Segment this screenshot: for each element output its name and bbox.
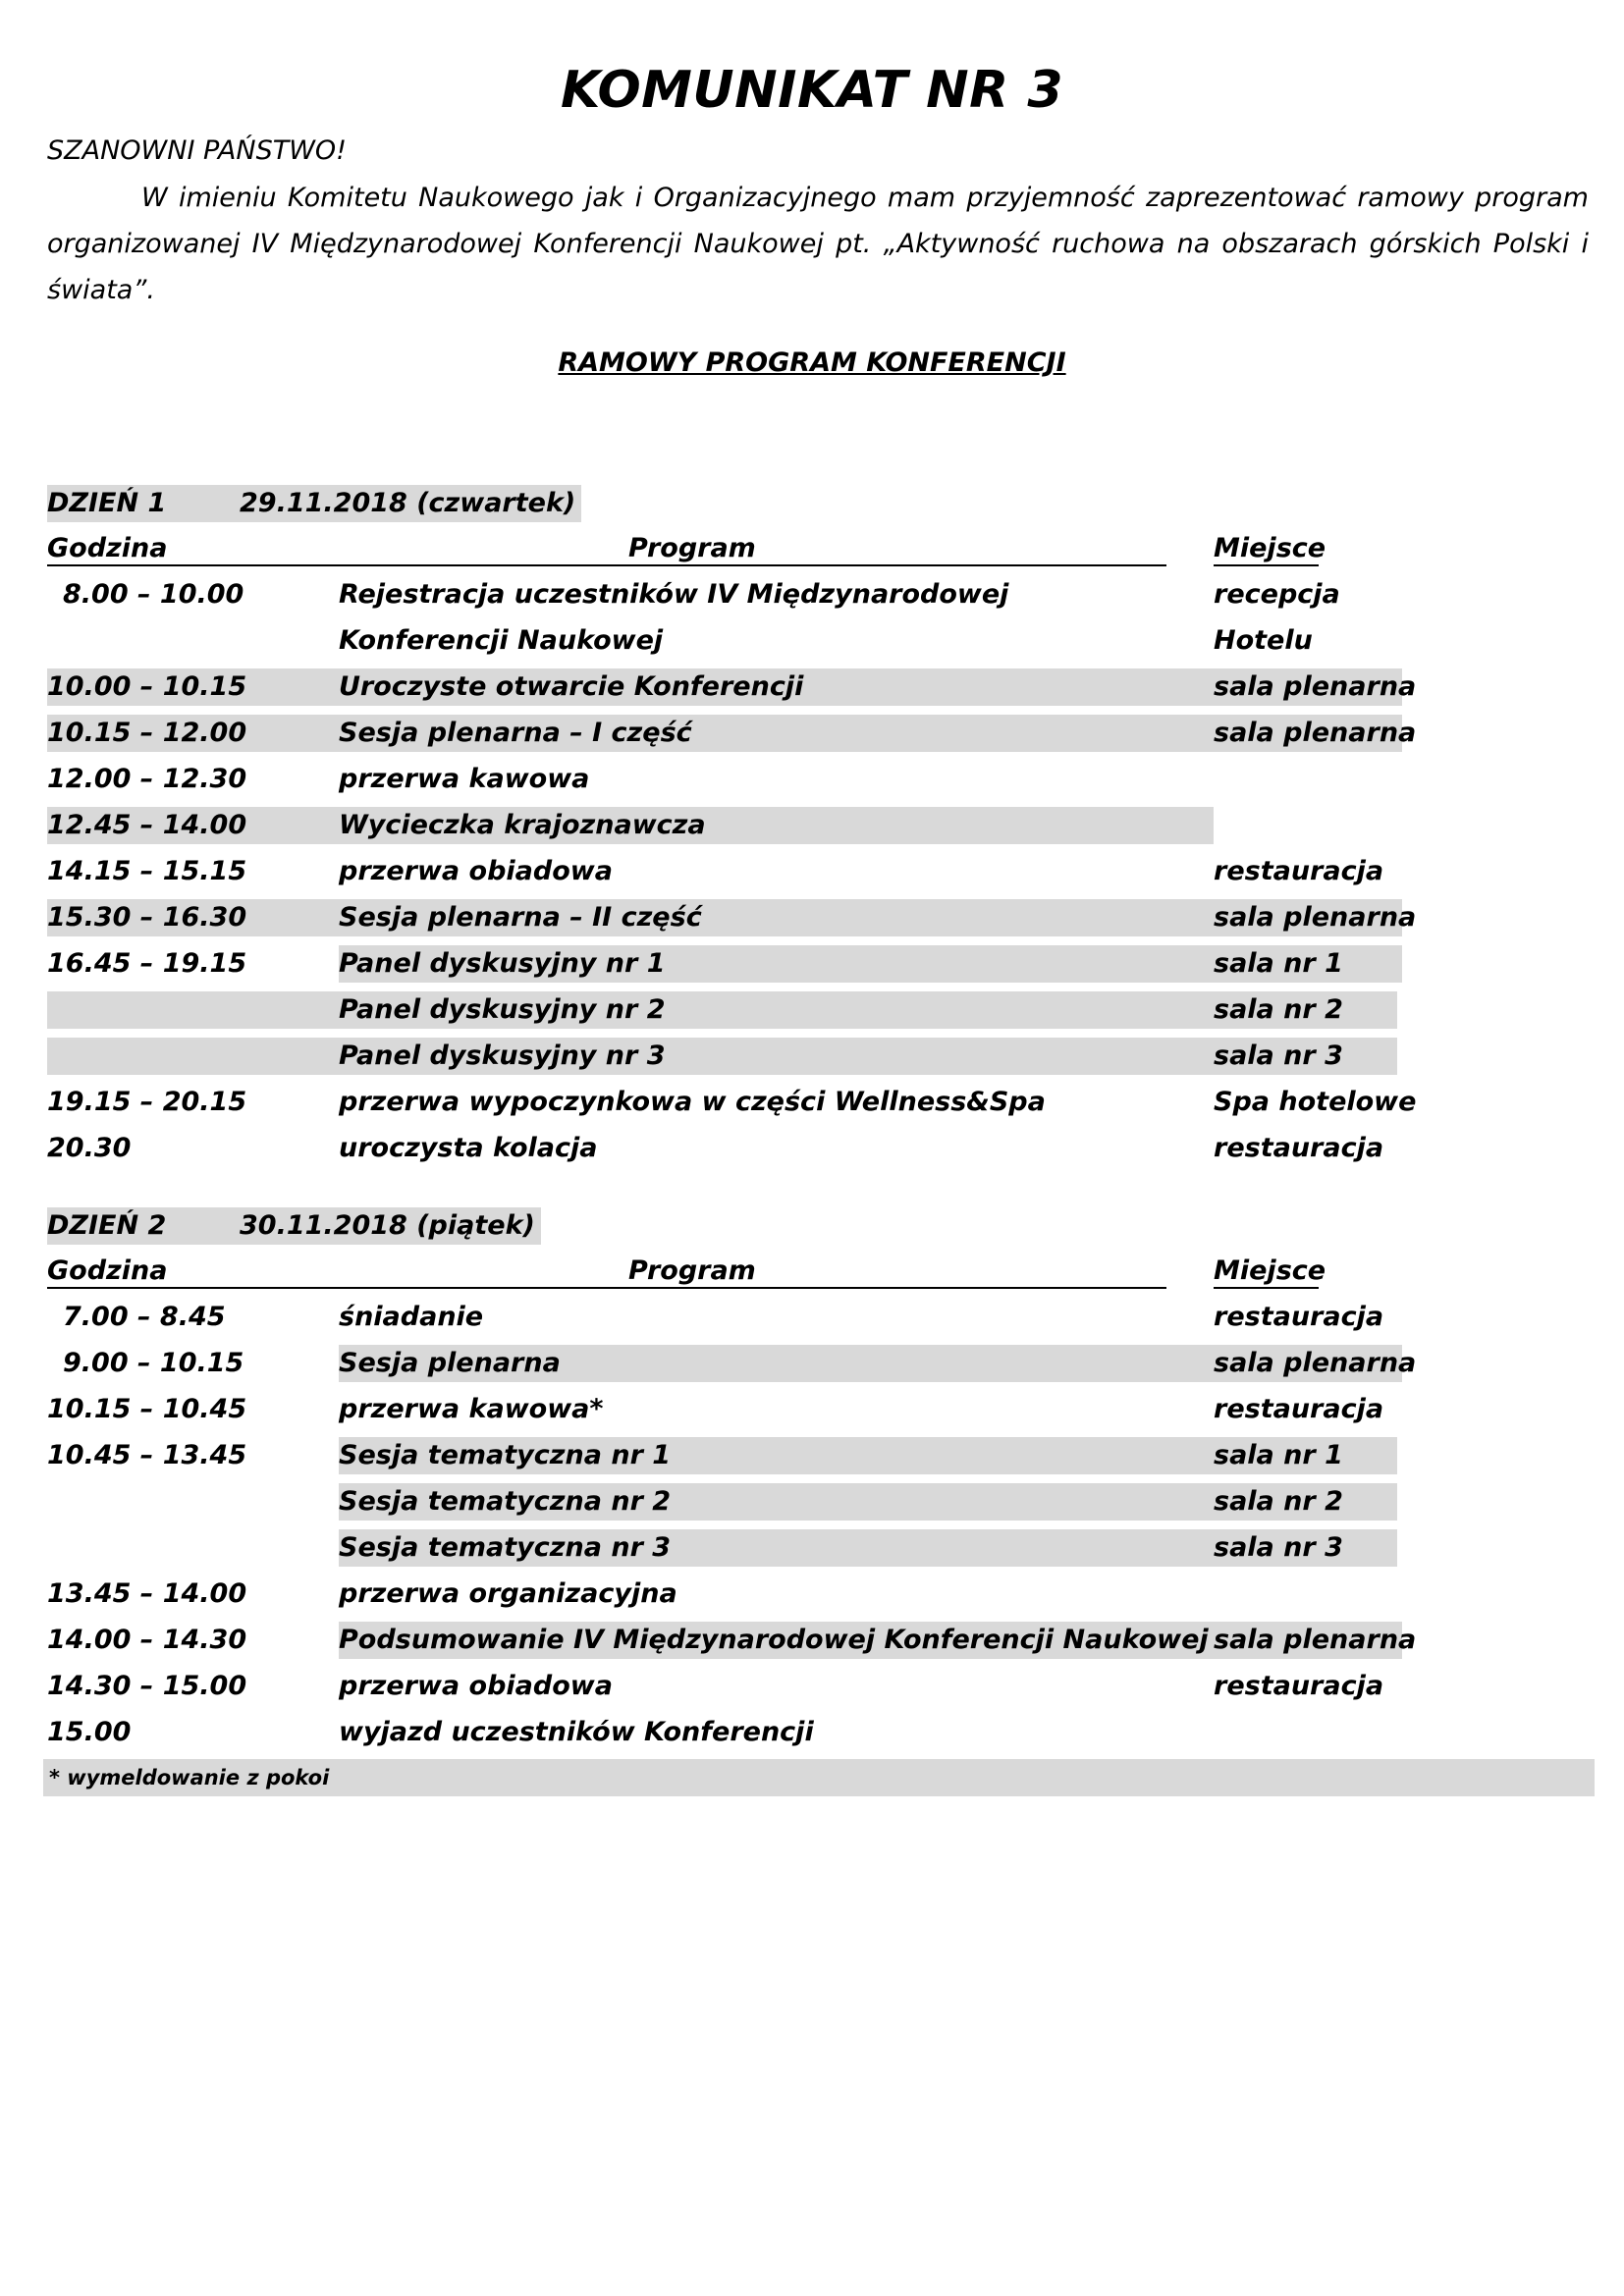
row-place: sala plenarna <box>1214 1625 1417 1655</box>
column-header-time: Godzina <box>47 1255 168 1286</box>
row-highlight <box>47 1038 1397 1075</box>
row-program: Rejestracja uczestników IV Międzynarodowej <box>339 579 1009 610</box>
row-program: Sesja plenarna – II część <box>339 902 702 933</box>
day2-header <box>47 1207 541 1245</box>
day2-label: DZIEŃ 2 <box>47 1210 167 1241</box>
row-program: Panel dyskusyjny nr 2 <box>339 994 666 1025</box>
footnote: * wymeldowanie z pokoi <box>43 1759 1595 1796</box>
day1-column-headers <box>47 530 1402 567</box>
greeting: SZANOWNI PAŃSTWO! <box>47 135 348 166</box>
day2-column-headers <box>47 1253 1402 1290</box>
column-header-place: Miejsce <box>1214 533 1326 563</box>
row-program: Sesja tematyczna nr 2 <box>339 1486 672 1517</box>
row-program: Panel dyskusyjny nr 3 <box>339 1041 666 1071</box>
row-time: 14.30 – 15.00 <box>47 1671 247 1701</box>
column-header-program: Program <box>628 1255 756 1286</box>
row-highlight <box>47 899 1402 936</box>
row-program: przerwa organizacyjna <box>339 1578 677 1609</box>
row-time: 7.00 – 8.45 <box>63 1302 226 1332</box>
row-time: 10.45 – 13.45 <box>47 1440 247 1470</box>
header-underline <box>47 1287 1166 1289</box>
row-place: restauracja <box>1214 1671 1384 1701</box>
row-time: 13.45 – 14.00 <box>47 1578 247 1609</box>
column-header-program: Program <box>628 533 756 563</box>
row-place: sala nr 3 <box>1214 1532 1343 1563</box>
header-underline <box>47 564 1166 566</box>
header-underline <box>1214 1287 1319 1289</box>
row-time: 9.00 – 10.15 <box>63 1348 244 1378</box>
row-place: sala nr 1 <box>1214 1440 1343 1470</box>
row-place: sala plenarna <box>1214 1348 1417 1378</box>
row-time: 10.15 – 12.00 <box>47 718 247 748</box>
row-place: Spa hotelowe <box>1214 1087 1417 1117</box>
row-highlight <box>47 991 1397 1029</box>
program-subtitle: RAMOWY PROGRAM KONFERENCJI <box>558 347 1066 378</box>
row-place: sala plenarna <box>1214 718 1417 748</box>
row-time: 16.45 – 19.15 <box>47 948 247 979</box>
row-time: 15.30 – 16.30 <box>47 902 247 933</box>
row-program: przerwa obiadowa <box>339 1671 613 1701</box>
day1-header <box>47 485 581 522</box>
row-program: wyjazd uczestników Konferencji <box>339 1717 814 1747</box>
row-place: sala plenarna <box>1214 671 1417 702</box>
row-program: Konferencji Naukowej <box>339 625 664 656</box>
header-underline <box>1214 564 1319 566</box>
row-program: Wycieczka krajoznawcza <box>339 810 706 840</box>
row-place: recepcja <box>1214 579 1340 610</box>
intro-paragraph: W imieniu Komitetu Naukowego jak i Organizacyjnego mam przyjemność zaprezentować ramowy program organizowanej IV Międzynarodowej Konferencji Naukowej pt. „Aktywność ruchowa na obszarach górskich Polski i świata”. <box>47 183 1589 305</box>
row-time: 14.15 – 15.15 <box>47 856 247 886</box>
row-program: Sesja tematyczna nr 3 <box>339 1532 672 1563</box>
row-place: restauracja <box>1214 1302 1384 1332</box>
row-program: przerwa kawowa <box>339 764 590 794</box>
column-header-place: Miejsce <box>1214 1255 1326 1286</box>
row-program: Uroczyste otwarcie Konferencji <box>339 671 804 702</box>
column-header-time: Godzina <box>47 533 168 563</box>
row-place: sala nr 2 <box>1214 994 1343 1025</box>
row-time: 12.00 – 12.30 <box>47 764 247 794</box>
row-program: Sesja plenarna – I część <box>339 718 692 748</box>
document-title: KOMUNIKAT NR 3 <box>561 61 1063 120</box>
row-time: 20.30 <box>47 1133 132 1163</box>
row-time: 14.00 – 14.30 <box>47 1625 247 1655</box>
row-program: śniadanie <box>339 1302 484 1332</box>
row-time: 8.00 – 10.00 <box>63 579 244 610</box>
row-time: 12.45 – 14.00 <box>47 810 247 840</box>
day1-label: DZIEŃ 1 <box>47 488 167 518</box>
row-place: restauracja <box>1214 1133 1384 1163</box>
row-time: 10.15 – 10.45 <box>47 1394 247 1424</box>
row-time: 10.00 – 10.15 <box>47 671 247 702</box>
row-place: Hotelu <box>1214 625 1313 656</box>
row-program: Panel dyskusyjny nr 1 <box>339 948 666 979</box>
row-program: Sesja tematyczna nr 1 <box>339 1440 672 1470</box>
row-highlight <box>47 715 1402 752</box>
day2-date: 30.11.2018 (piątek) <box>240 1210 535 1241</box>
row-place: restauracja <box>1214 856 1384 886</box>
row-program: przerwa kawowa* <box>339 1394 604 1424</box>
row-program: Sesja plenarna <box>339 1348 561 1378</box>
row-place: sala nr 2 <box>1214 1486 1343 1517</box>
row-place: restauracja <box>1214 1394 1384 1424</box>
row-program: uroczysta kolacja <box>339 1133 598 1163</box>
day1-date: 29.11.2018 (czwartek) <box>240 488 576 518</box>
row-program: przerwa wypoczynkowa w części Wellness&Spa <box>339 1087 1046 1117</box>
row-place: sala nr 1 <box>1214 948 1343 979</box>
row-time: 15.00 <box>47 1717 132 1747</box>
row-place: sala plenarna <box>1214 902 1417 933</box>
row-program: Podsumowanie IV Międzynarodowej Konferencji Naukowej <box>339 1625 1209 1655</box>
row-place: sala nr 3 <box>1214 1041 1343 1071</box>
row-program: przerwa obiadowa <box>339 856 613 886</box>
row-time: 19.15 – 20.15 <box>47 1087 247 1117</box>
